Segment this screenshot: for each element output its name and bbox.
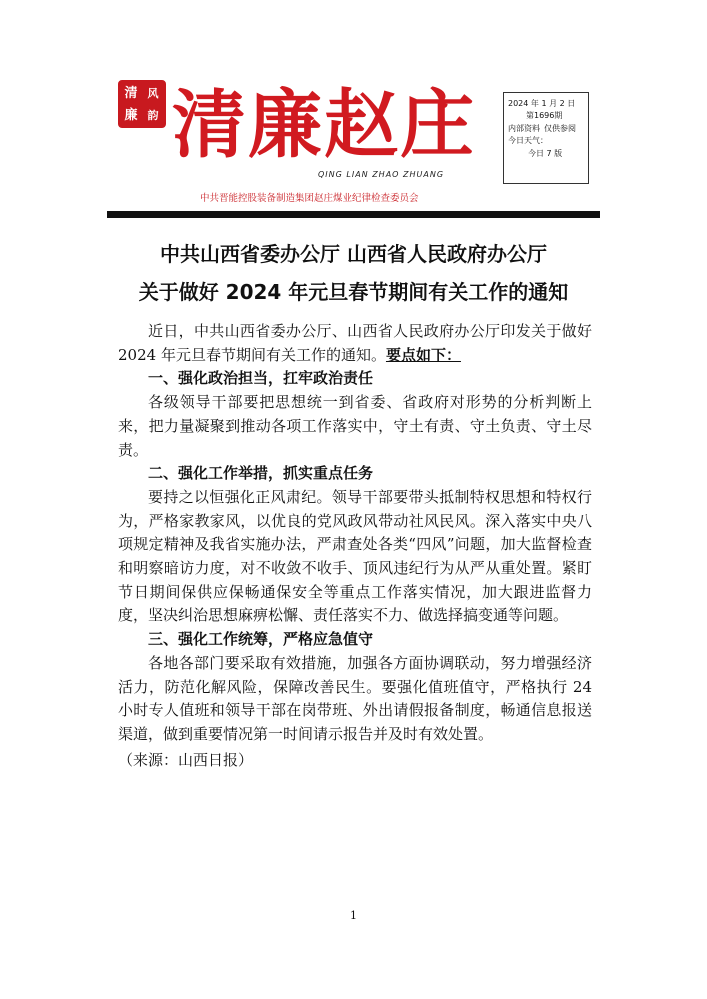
article-title-line-1: 中共山西省委办公厅 山西省人民政府办公厅: [160, 242, 547, 266]
masthead-pinyin: QING LIAN ZHAO ZHUANG: [318, 170, 445, 179]
issue-weather: 今日天气：: [508, 136, 548, 146]
section-paragraph: 要持之以恒强化正风肃纪。领导干部要带头抵制特权思想和特权行为，严格家教家风，以优良的党风政风带动社风民风。深入落实中央八项规定精神及我省实施办法，严肃查处各类“四风”问题，加大监督检查和明察暗访力度，对不收敛不收手、顶风违纪行为从严从重处置。紧盯节日期间保供应保畅通保安全等重点工作落实情况，加大跟进监督力度，坚决纠治思想麻痹松懈、责任落实不力、做选择搞变通等问题。: [118, 487, 592, 625]
article-body: [118, 320, 592, 772]
seal-char: 清: [124, 85, 138, 101]
section-heading: 三、强化工作统筹，严格应急值守: [148, 630, 374, 649]
issue-distribution-1: 内部资料: [508, 123, 540, 133]
section-paragraph: 各级领导干部要把思想统一到省委、省政府对形势的分析判断上来，把力量凝聚到推动各项工作落实中，守土有责、守土负责、守土尽责。: [118, 393, 592, 459]
article-intro: [118, 320, 592, 367]
seal-char: 韵: [147, 108, 159, 122]
section-heading: 一、强化政治担当，扛牢政治责任: [148, 369, 374, 388]
issue-date: 2024 年 1 月 2 日: [508, 99, 576, 108]
seal-char: 风: [147, 86, 159, 100]
issue-distribution-2: 仅供参阅: [544, 123, 576, 133]
masthead-seal-logo: [118, 80, 166, 128]
key-points-label: 要点如下：: [385, 345, 461, 364]
section-heading: 二、强化工作举措，抓实重点任务: [148, 464, 374, 483]
article-source: （来源：山西日报）: [118, 750, 254, 769]
issue-pages: 今日 7 版: [528, 148, 563, 158]
issue-info-box: [503, 92, 589, 184]
masthead-sponsor: 中共晋能控股装备制造集团赵庄煤业纪律检查委员会: [200, 193, 419, 204]
masthead-divider: [107, 211, 600, 218]
intro-text: 近日，中共山西省委办公厅、山西省人民政府办公厅印发关于做好 2024 年元旦春节期间有关工作的通知。: [118, 322, 592, 364]
article-title-line-2: 关于做好 2024 年元旦春节期间有关工作的通知: [138, 280, 569, 304]
issue-number: 第1696期: [526, 111, 563, 121]
issue-distribution: [508, 123, 584, 135]
seal-char: 廉: [124, 107, 138, 123]
masthead-title: 清廉赵庄: [172, 82, 476, 168]
page-number: 1: [350, 909, 357, 922]
section-paragraph: 各地各部门要采取有效措施，加强各方面协调联动，努力增强经济活力，防范化解风险，保障改善民生。要强化值班值守，严格执行 24 小时专人值班和领导干部在岗带班、外出请假报备制度，畅通信息报送渠道，做到重要情况第一时间请示报告并及时有效处置。: [118, 653, 592, 743]
